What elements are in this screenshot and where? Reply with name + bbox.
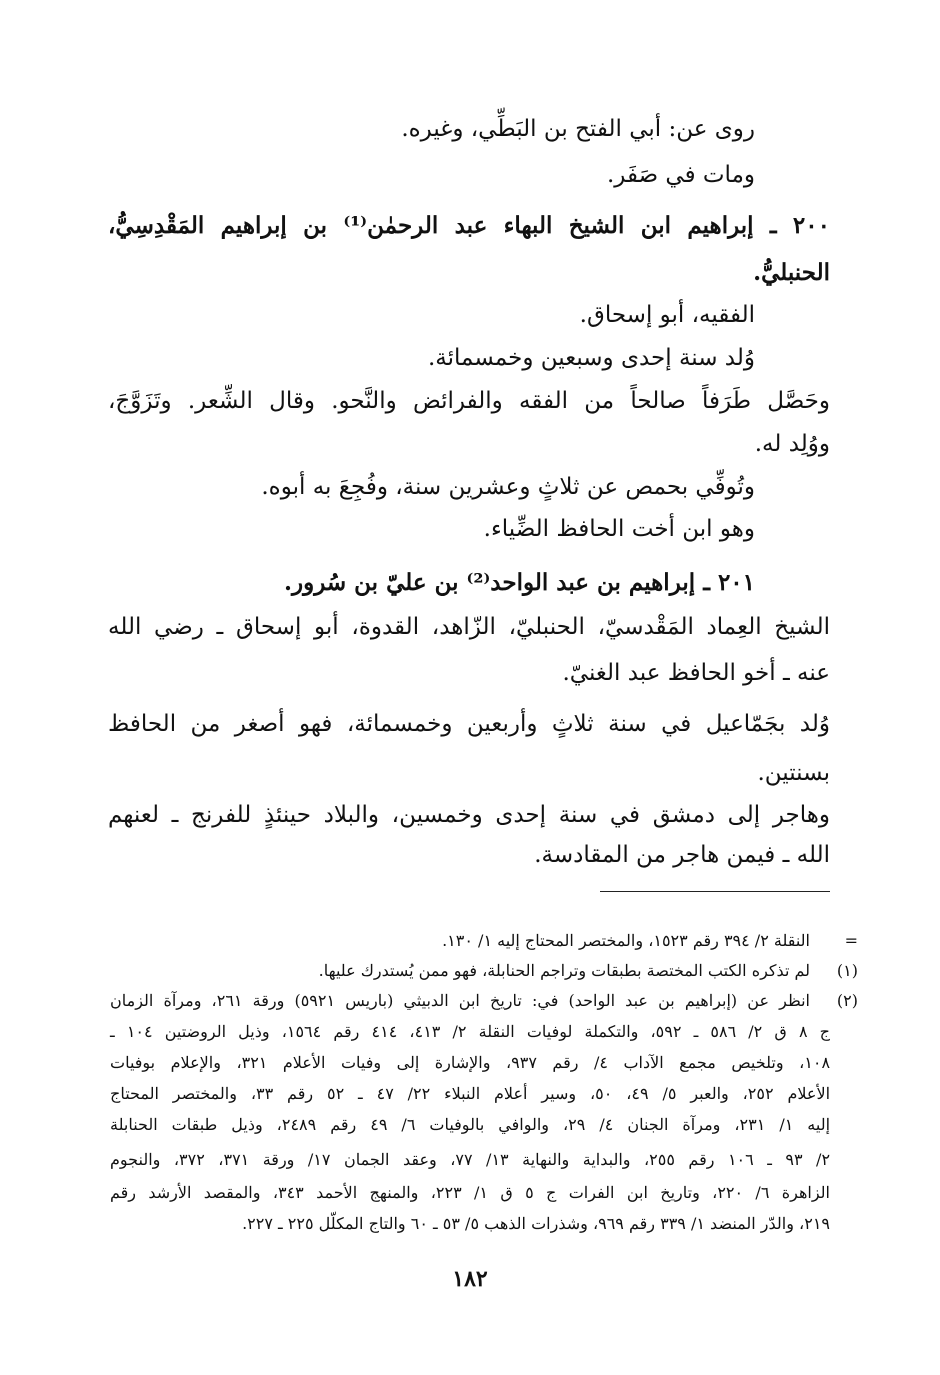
footnote-separator — [600, 891, 830, 892]
body-line: وتُوفِّي بحمص عن ثلاثٍ وعشرين سنة، وفُجِعَ به أبوه. — [261, 474, 755, 500]
footnote-1-marker: (١) — [836, 961, 858, 980]
footnote-2-line: الأعلام ٢٥٢، والعبر ٥/ ٤٩، ٥٠، وسير أعلام النبلاء ٢٢/ ٤٧ ـ ٥٢ رقم ٣٣، والمختصر المحتاج — [110, 1084, 831, 1103]
body-line: وُلد سنة إحدى وسبعين وخمسمائة. — [427, 345, 755, 371]
body-line: وحَصَّل طَرَفاً صالحاً من الفقه والفرائض والنَّحو. وقال الشِّعر. وتَزَوَّجَ، — [108, 388, 830, 414]
entry-heading-200-cont: الحنبليُّ. — [753, 259, 830, 286]
footnote-2-line: ٢/ ٩٣ ـ ١٠٦ رقم ٢٥٥، والبداية والنهاية ١٣/ ٧٧، وعقد الجمان ١٧/ ورقة ٣٧١، ٣٧٢، والنجوم — [110, 1150, 831, 1169]
footnote-1: لم تذكره الكتب المختصة بطبقات وتراجم الحنابلة، فهو ممن يُستدرك عليها. — [318, 961, 810, 980]
body-line: الشيخ العِماد المَقْدسيّ، الحنبليّ، الزّاهد، القدوة، أبو إسحاق ـ رضي الله — [108, 614, 830, 640]
footnote-2-line: ج ٨ ق ٢/ ٥٨٦ ـ ٥٩٢، والتكملة لوفيات النقلة ٢/ ٤١٣، ٤١٤ رقم ١٥٦٤، وذيل الروضتين ١٠٤ ـ — [110, 1022, 830, 1041]
body-line: ووُلِد له. — [754, 431, 830, 457]
entry-heading-200: ٢٠٠ ـ إبراهيم ابن الشيخ البهاء عبد الرحمٰن⁽¹⁾ بن إبراهيم المَقْدِسِيُّ، — [108, 212, 830, 239]
footnote-2-line: ١٠٨، وتلخيص مجمع الآداب ٤/ رقم ٩٣٧، والإشارة إلى وفيات الأعلام ٣٢١، والإعلام بوفيات — [110, 1053, 831, 1072]
footnote-2-marker: (٢) — [836, 991, 858, 1010]
entry-heading-201: ٢٠١ ـ إبراهيم بن عبد الواحد⁽²⁾ بن عليّ بن سُرور. — [283, 569, 755, 596]
footnote-2-line: إليه ١/ ٢٣١، ومرآة الجنان ٤/ ٢٩، والوافي بالوفيات ٦/ ٤٩ رقم ٢٤٨٩، وذيل طبقات الحنابلة — [110, 1115, 831, 1134]
footnote-2-line: الزاهرة ٦/ ٢٢٠، وتاريخ ابن الفرات ج ٥ ق ١/ ٢٢٣، والمنهج الأحمد ٣٤٣، والمقصد الأرشد رقم — [110, 1183, 831, 1202]
footnote-2-line: انظر عن (إبراهيم بن عبد الواحد) في: تاريخ ابن الدبيثي (باريس ٥٩٢١) ورقة ٢٦١، ومرآة الزمان — [110, 991, 811, 1010]
body-line: ومات في صَفَر. — [606, 162, 755, 188]
body-line: وهاجر إلى دمشق في سنة إحدى وخمسين، والبلاد حينئذٍ للفرنج ـ لعنهم — [108, 802, 830, 828]
body-line: بسنتين. — [757, 760, 830, 786]
footnote-2-line: ٢١٩، والدّر المنضد ١/ ٣٣٩ رقم ٩٦٩، وشذرات الذهب ٥/ ٥٣ ـ ٦٠ والتاج المكلّل ٢٢٥ ـ ٢٢٧. — [242, 1214, 830, 1233]
body-line: الفقيه، أبو إسحاق. — [579, 302, 755, 328]
body-line: وهو ابن أخت الحافظ الضِّياء. — [483, 516, 755, 542]
footnote-continuation: النقلة ٢/ ٣٩٤ رقم ١٥٢٣، والمختصر المحتاج إليه ١/ ١٣٠. — [442, 931, 810, 950]
body-line: الله ـ فيمن هاجر من المقادسة. — [534, 842, 830, 868]
body-line: وُلد بجَمّاعيل في سنة ثلاثٍ وأربعين وخمسمائة، فهو أصغر من الحافظ — [108, 711, 830, 737]
body-line: عنه ـ أخو الحافظ عبد الغنيّ. — [562, 660, 830, 686]
footnote-continuation-marker: = — [844, 931, 858, 950]
page-number: ١٨٢ — [452, 1266, 488, 1292]
body-line: روى عن: أبي الفتح بن البَطِّي، وغيره. — [401, 116, 755, 142]
